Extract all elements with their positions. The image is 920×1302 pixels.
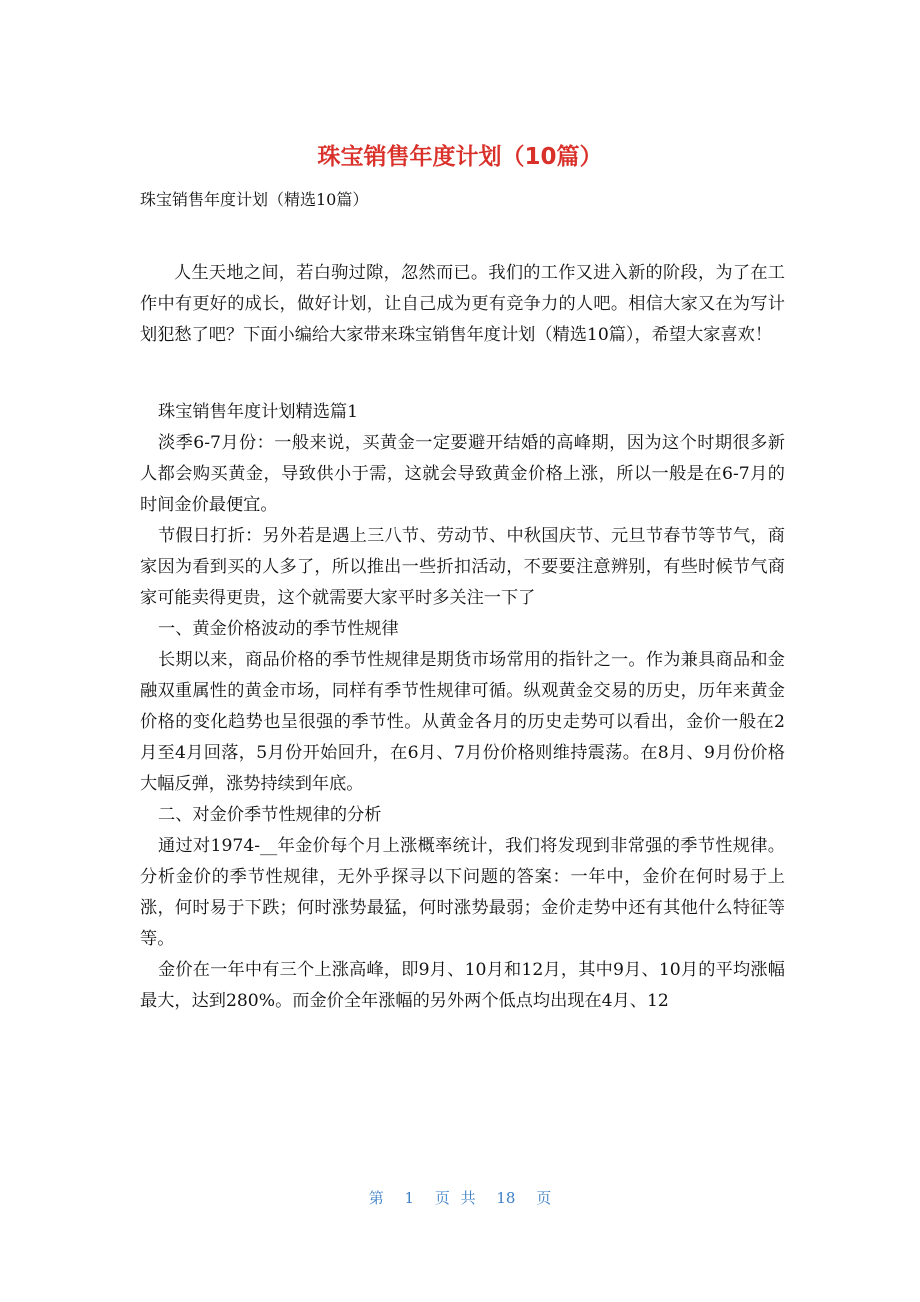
- document-subtitle: 珠宝销售年度计划（精选10篇）: [140, 190, 369, 209]
- footer-current-page: 1: [404, 1189, 415, 1207]
- section-heading-seasonal-pattern: 一、黄金价格波动的季节性规律: [158, 619, 399, 639]
- section-heading-analysis: 二、对金价季节性规律的分析: [158, 805, 382, 825]
- footer-prefix: 第: [368, 1189, 384, 1207]
- document-title: 珠宝销售年度计划（10篇）: [317, 144, 603, 170]
- body-paragraph: 长期以来，商品价格的季节性规律是期货市场常用的指针之一。作为兼具商品和金融双重属性的黄金市场，同样有季节性规律可循。纵观黄金交易的历史，历年来黄金价格的变化趋势也呈很强的季节性。从黄金各月的历史走势可以看出，金价一般在2月至4月回落，5月份开始回升，在6月、7月份价格则维持震荡。在8月、9月份价格大幅反弹，涨势持续到年底。: [140, 650, 785, 794]
- body-paragraph: 节假日打折：另外若是遇上三八节、劳动节、中秋国庆节、元旦节春节等节气，商家因为看到买的人多了，所以推出一些折扣活动，不要要注意辨别，有些时候节气商家可能卖得更贵，这个就需要大家平时多关注一下了: [140, 526, 785, 608]
- intro-paragraph: 人生天地之间，若白驹过隙，忽然而已。我们的工作又进入新的阶段，为了在工作中有更好的成长，做好计划，让自己成为更有竞争力的人吧。相信大家又在为写计划犯愁了吧？下面小编给大家带来珠宝销售年度计划（精选10篇），希望大家喜欢！: [140, 263, 785, 345]
- section-heading-1: 珠宝销售年度计划精选篇1: [158, 402, 358, 422]
- body-paragraph: 淡季6-7月份：一般来说，买黄金一定要避开结婚的高峰期，因为这个时期很多新人都会购买黄金，导致供小于需，这就会导致黄金价格上涨，所以一般是在6-7月的时间金价最便宜。: [140, 433, 785, 515]
- body-paragraph: 通过对1974-__年金价每个月上涨概率统计，我们将发现到非常强的季节性规律。分析金价的季节性规律，无外乎探寻以下问题的答案：一年中，金价在何时易于上涨，何时易于下跌；何时涨势最猛，何时涨势最弱；金价走势中还有其他什么特征等等。: [140, 836, 785, 949]
- footer-total-pages: 18: [496, 1189, 516, 1207]
- page-footer: [0, 1186, 920, 1210]
- body-paragraph: 金价在一年中有三个上涨高峰，即9月、10月和12月，其中9月、10月的平均涨幅最大，达到280%。而金价全年涨幅的另外两个低点均出现在4月、12: [140, 960, 785, 1011]
- document-body: [140, 258, 785, 1017]
- footer-suffix: 页: [536, 1189, 552, 1207]
- footer-middle: 页 共: [434, 1189, 476, 1207]
